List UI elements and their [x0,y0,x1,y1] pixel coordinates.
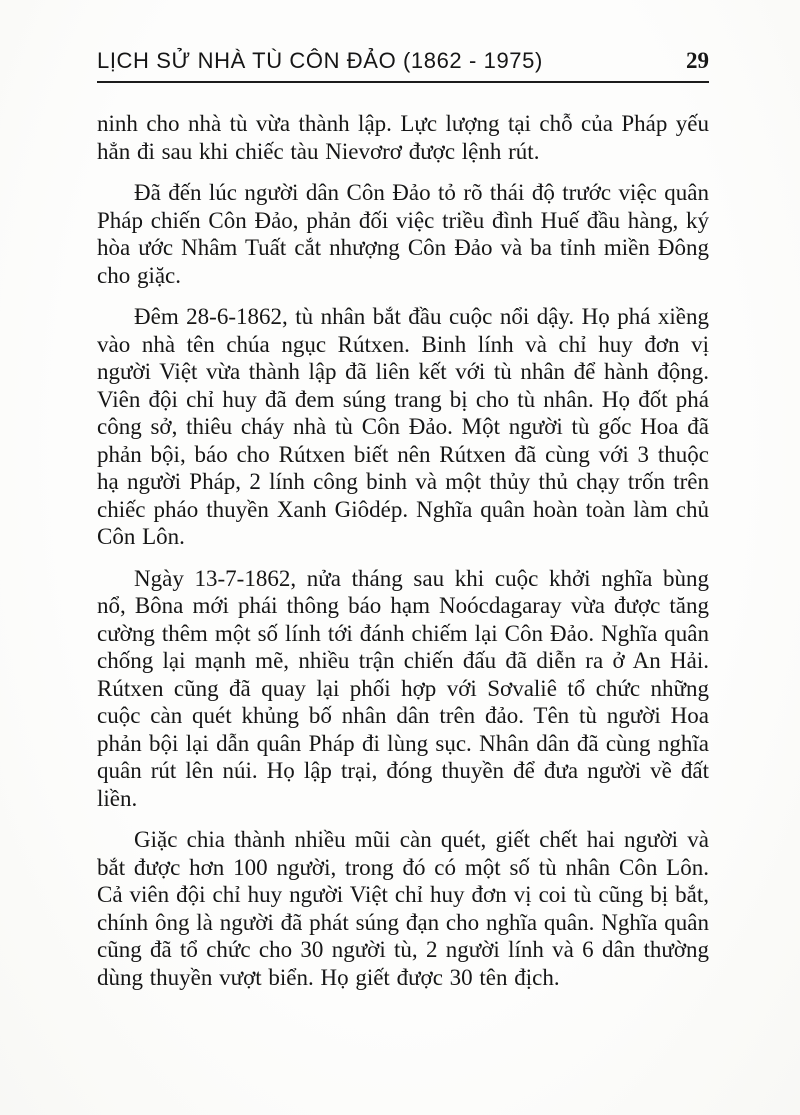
paragraph-3: Đêm 28-6-1862, tù nhân bắt đầu cuộc nổi dậy. Họ phá xiềng vào nhà tên chúa ngục Rútxen. Binh lính và chỉ huy đơn vị người Việt vừa thành lập đã liên kết với tù nhân để hành động. Viên đội chỉ huy đã đem súng trang bị cho tù nhân. Họ đốt phá công sở, thiêu cháy nhà tù Côn Đảo. Một người tù gốc Hoa đã phản bội, báo cho Rútxen biết nên Rútxen đã cùng với 3 thuộc hạ người Pháp, 2 lính công binh và một thủy thủ chạy trốn trên chiếc pháo thuyền Xanh Giôdép. Nghĩa quân hoàn toàn làm chủ Côn Lôn. [97,304,709,549]
page-header [97,49,709,83]
page-number: 29 [686,48,709,73]
paragraph-5: Giặc chia thành nhiều mũi càn quét, giết chết hai người và bắt được hơn 100 người, trong đó có một số tù nhân Côn Lôn. Cả viên đội chỉ huy người Việt chỉ huy đơn vị coi tù cũng bị bắt, chính ông là người đã phát súng đạn cho nghĩa quân. Nghĩa quân cũng đã tổ chức cho 30 người tù, 2 người lính và 6 dân thường dùng thuyền vượt biển. Họ giết được 30 tên địch. [97,827,709,990]
paragraph-4: Ngày 13-7-1862, nửa tháng sau khi cuộc khởi nghĩa bùng nổ, Bôna mới phái thông báo hạm Noócdagaray vừa được tăng cường thêm một số lính tới đánh chiếm lại Côn Đảo. Nghĩa quân chống lại mạnh mẽ, nhiều trận chiến đấu đã diễn ra ở An Hải. Rútxen cũng đã quay lại phối hợp với Sơvaliê tổ chức những cuộc càn quét khủng bố nhân dân trên đảo. Tên tù người Hoa phản bội lại dẫn quân Pháp đi lùng sục. Nhân dân đã cùng nghĩa quân rút lên núi. Họ lập trại, đóng thuyền để đưa người về đất liền. [97,565,709,811]
running-header-title: LỊCH SỬ NHÀ TÙ CÔN ĐẢO (1862 - 1975) [97,48,543,73]
paragraph-2: Đã đến lúc người dân Côn Đảo tỏ rõ thái độ trước việc quân Pháp chiến Côn Đảo, phản đối việc triều đình Huế đầu hàng, ký hòa ước Nhâm Tuất cắt nhượng Côn Đảo và ba tỉnh miền Đông cho giặc. [97,180,709,288]
paragraph-1: ninh cho nhà tù vừa thành lập. Lực lượng tại chỗ của Pháp yếu hẳn đi sau khi chiếc tàu Nievơrơ được lệnh rút. [97,111,709,164]
page-body [97,110,709,991]
